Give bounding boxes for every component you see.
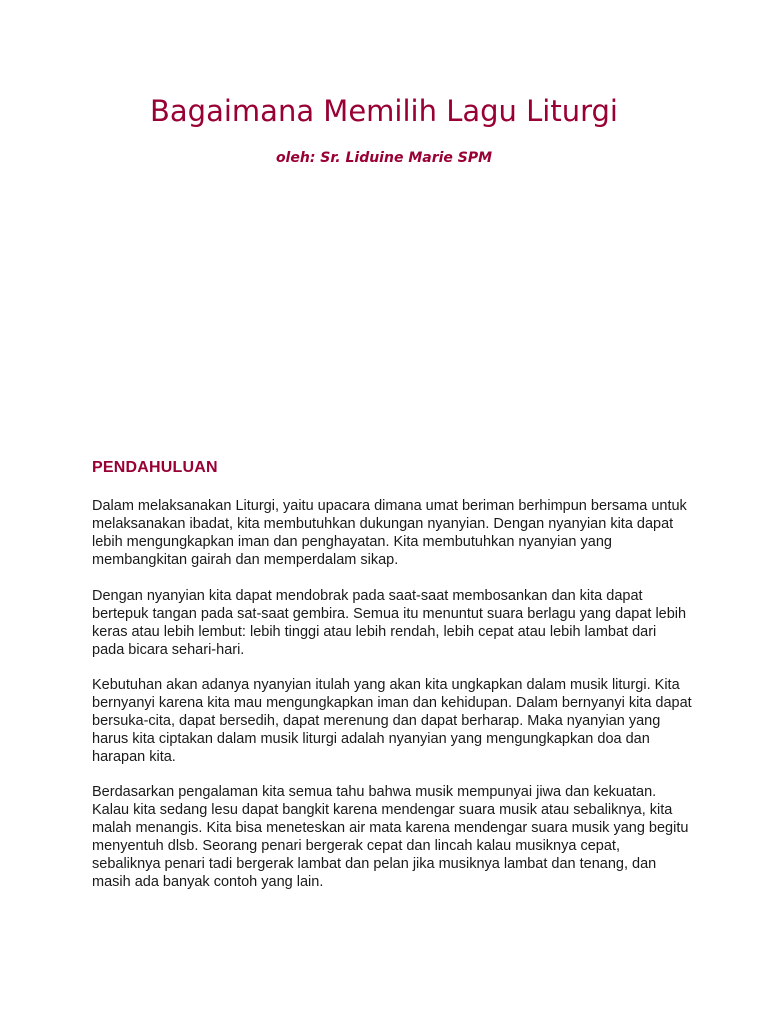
document-title: Bagaimana Memilih Lagu Liturgi xyxy=(150,94,618,128)
paragraph-2: Dengan nyanyian kita dapat mendobrak pada saat-saat membosankan dan kita dapat bertepuk tangan pada sat-saat gembira. Semua itu menuntut suara berlagu yang dapat lebih keras atau lebih lembut: lebih tinggi atau lebih rendah, lebih cepat atau lebih lambat dari pada bicara sehari-hari. xyxy=(92,588,687,658)
author-byline: oleh: Sr. Liduine Marie SPM xyxy=(275,150,493,166)
section-heading: PENDAHULUAN xyxy=(92,459,218,476)
paragraph-1: Dalam melaksanakan Liturgi, yaitu upacara dimana umat beriman berhimpun bersama untuk melaksanakan ibadat, kita membutuhkan dukungan nyanyian. Dengan nyanyian kita dapat lebih mengungkapkan iman dan penghayatan. Kita membutuhkan nyanyian yang membangkitan gairah dan memperdalam sikap. xyxy=(92,498,687,568)
paragraph-4: Berdasarkan pengalaman kita semua tahu bahwa musik mempunyai jiwa dan kekuatan. Kalau kita sedang lesu dapat bangkit karena mendengar suara musik atau sebaliknya, kita malah menangis. Kita bisa meneteskan air mata karena mendengar suara musik yang begitu menyentuh dlsb. Seorang penari bergerak cepat dan lincah kalau musiknya cepat, sebaliknya penari tadi bergerak lambat dan pelan jika musiknya lambat dan tenang, dan masih ada banyak contoh yang lain. xyxy=(92,784,689,890)
paragraph-3: Kebutuhan akan adanya nyanyian itulah yang akan kita ungkapkan dalam musik liturgi. Kita bernyanyi karena kita mau mengungkapkan iman dan kehidupan. Dalam bernyanyi kita dapat bersuka-cita, dapat bersedih, dapat merenung dan dapat berharap. Maka nyanyian yang harus kita ciptakan dalam musik liturgi adalah nyanyian yang mengungkapkan doa dan harapan kita. xyxy=(92,677,692,765)
